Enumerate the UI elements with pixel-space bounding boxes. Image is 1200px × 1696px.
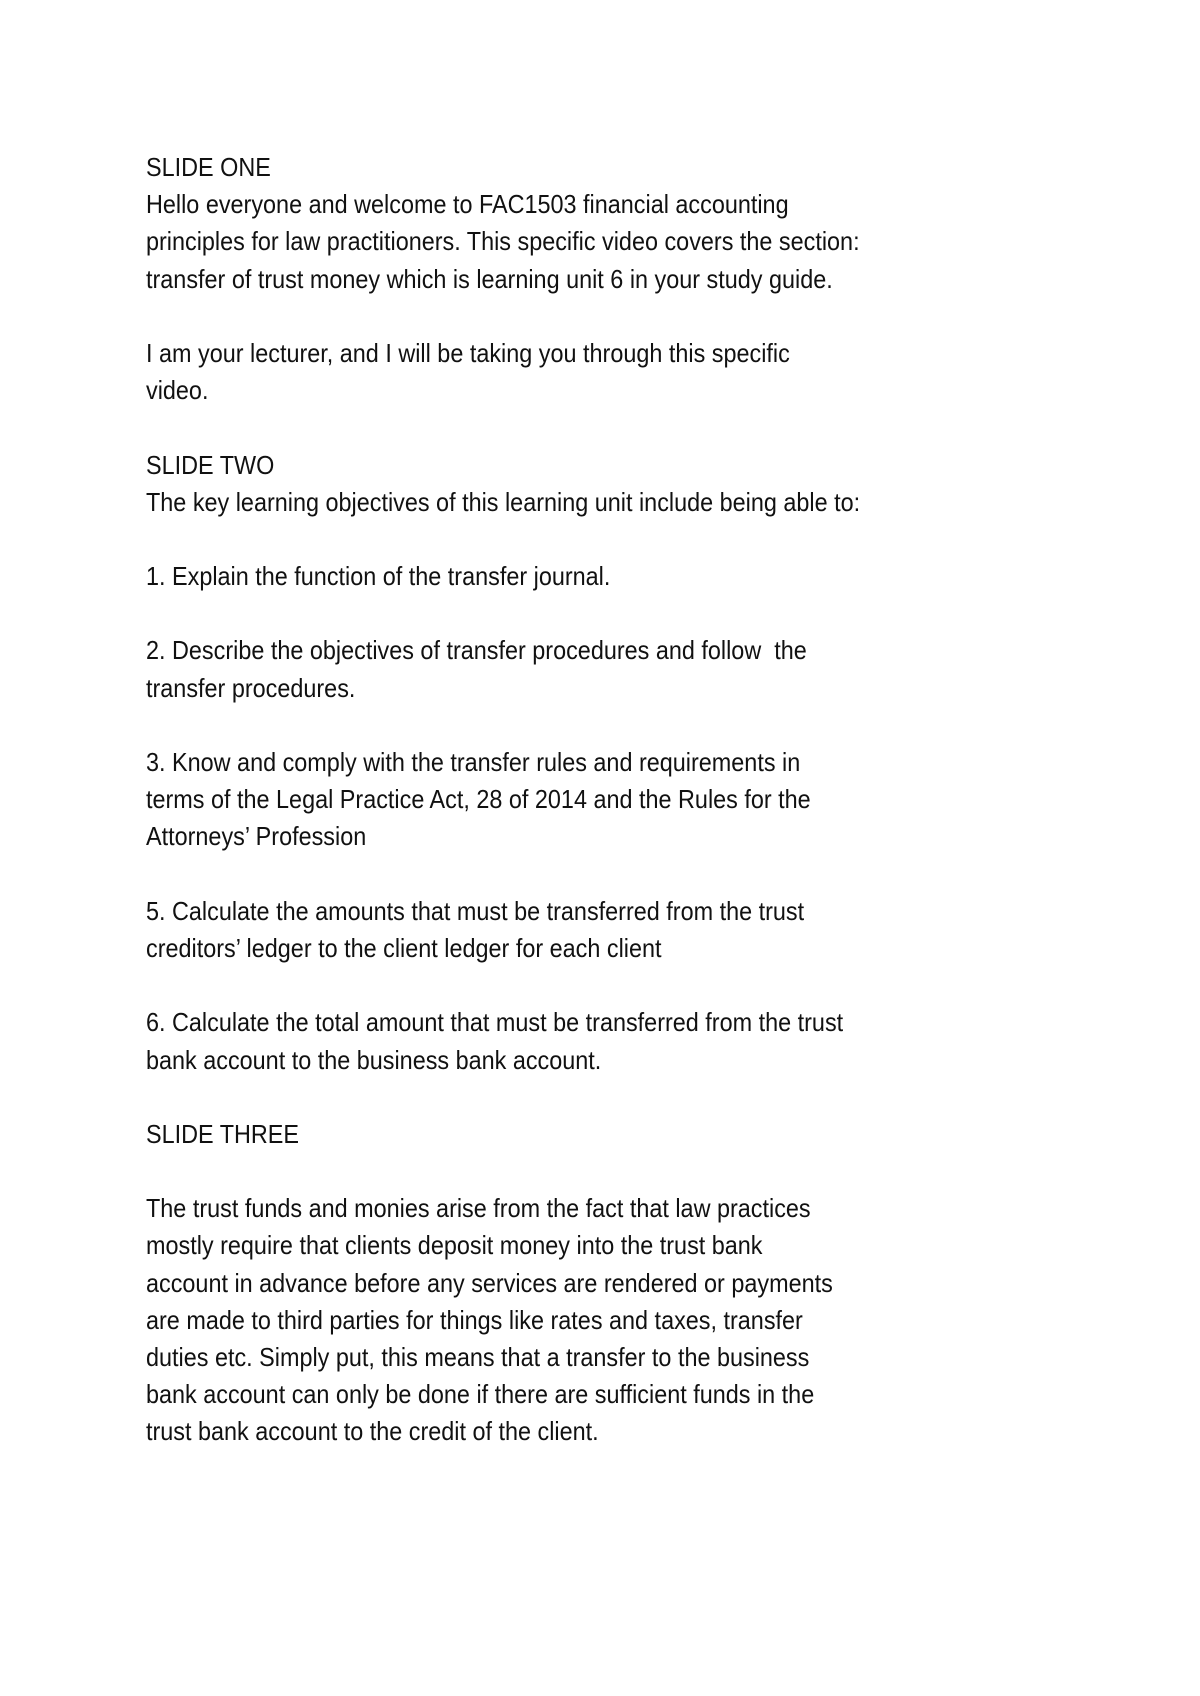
objectives-lead: The key learning objectives of this learning unit include being able to: — [146, 486, 861, 517]
text-line: terms of the Legal Practice Act, 28 of 2014 and the Rules for the — [146, 784, 811, 815]
objective-item — [146, 632, 1146, 706]
text-line: duties etc. Simply put, this means that a transfer to the business — [146, 1342, 810, 1372]
objective-item — [146, 1004, 1146, 1078]
text-line: Attorneys’ Profession — [146, 821, 367, 852]
document-page — [146, 149, 1146, 1451]
slide-three-heading: SLIDE THREE — [146, 1118, 300, 1149]
objective-item — [146, 558, 1146, 595]
slide-one-heading: SLIDE ONE — [146, 152, 271, 182]
text-line: account in advance before any services are rendered or payments — [146, 1267, 833, 1298]
text-line: I am your lecturer, and I will be taking you through this specific — [146, 337, 790, 368]
text-line: 2. Describe the objectives of transfer procedures and follow the — [146, 635, 807, 666]
text-line: bank account to the business bank account. — [146, 1044, 602, 1075]
text-line: 1. Explain the function of the transfer journal. — [146, 561, 611, 592]
slide-one-intro — [146, 186, 1146, 298]
slide-one-lecturer — [146, 335, 1146, 409]
objective-item — [146, 744, 1146, 856]
text-line: are made to third parties for things like rates and taxes, transfer — [146, 1304, 803, 1335]
slide-three-body — [146, 1190, 1146, 1450]
text-line: 6. Calculate the total amount that must be transferred from the trust — [146, 1007, 844, 1038]
text-line: The trust funds and monies arise from the fact that law practices — [146, 1193, 811, 1224]
text-line: video. — [146, 375, 209, 406]
text-line: Hello everyone and welcome to FAC1503 financial accounting — [146, 189, 789, 220]
text-line: 5. Calculate the amounts that must be transferred from the trust — [146, 895, 805, 926]
text-line: bank account can only be done if there are sufficient funds in the — [146, 1379, 815, 1410]
text-line: transfer procedures. — [146, 672, 356, 703]
objective-item — [146, 893, 1146, 967]
text-line: transfer of trust money which is learning unit 6 in your study guide. — [146, 263, 833, 294]
text-line: 3. Know and comply with the transfer rules and requirements in — [146, 747, 801, 777]
text-line: trust bank account to the credit of the client. — [146, 1416, 599, 1447]
text-line: mostly require that clients deposit money into the trust bank — [146, 1230, 763, 1261]
text-line: principles for law practitioners. This specific video covers the section: — [146, 226, 860, 257]
slide-two-heading: SLIDE TWO — [146, 449, 275, 480]
text-line: creditors’ ledger to the client ledger for each client — [146, 932, 662, 963]
